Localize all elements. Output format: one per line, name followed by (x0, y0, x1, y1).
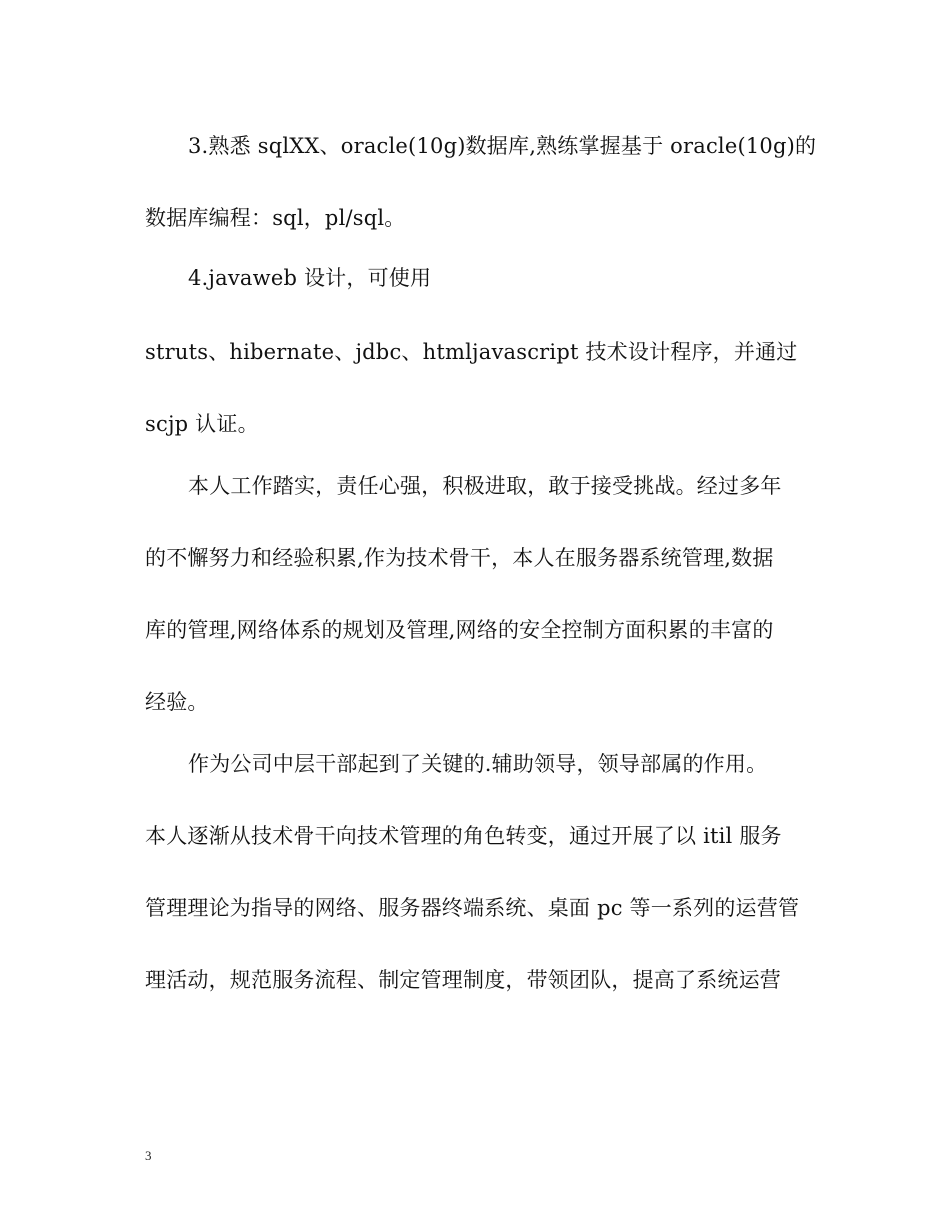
text-line: 本人逐渐从技术骨干向技术管理的角色转变，通过开展了以 itil 服务 (145, 824, 782, 848)
text-line: 经验。 (145, 690, 209, 714)
text-line: 3.熟悉 sqlXX、oracle(10g)数据库,熟练掌握基于 oracle(10g)的 (188, 134, 817, 158)
text-line: 数据库编程：sql，pl/sql。 (145, 206, 406, 230)
text-line: 理活动，规范服务流程、制定管理制度，带领团队，提高了系统运营 (145, 968, 781, 992)
text-line: 作为公司中层干部起到了关键的.辅助领导，领导部属的作用。 (188, 752, 768, 776)
text-line: 管理理论为指导的网络、服务器终端系统、桌面 pc 等一系列的运营管 (145, 896, 800, 920)
text-line: 的不懈努力和经验积累,作为技术骨干，本人在服务器系统管理,数据 (145, 546, 774, 570)
text-line: struts、hibernate、jdbc、htmljavascript 技术设计程序，并通过 (145, 340, 798, 364)
text-line: 4.javaweb 设计，可使用 (188, 266, 432, 290)
page-number: 3 (145, 1148, 152, 1163)
text-line: 库的管理,网络体系的规划及管理,网络的安全控制方面积累的丰富的 (145, 618, 774, 642)
text-line: scjp 认证。 (145, 412, 259, 436)
text-line: 本人工作踏实，责任心强，积极进取，敢于接受挑战。经过多年 (188, 474, 782, 498)
